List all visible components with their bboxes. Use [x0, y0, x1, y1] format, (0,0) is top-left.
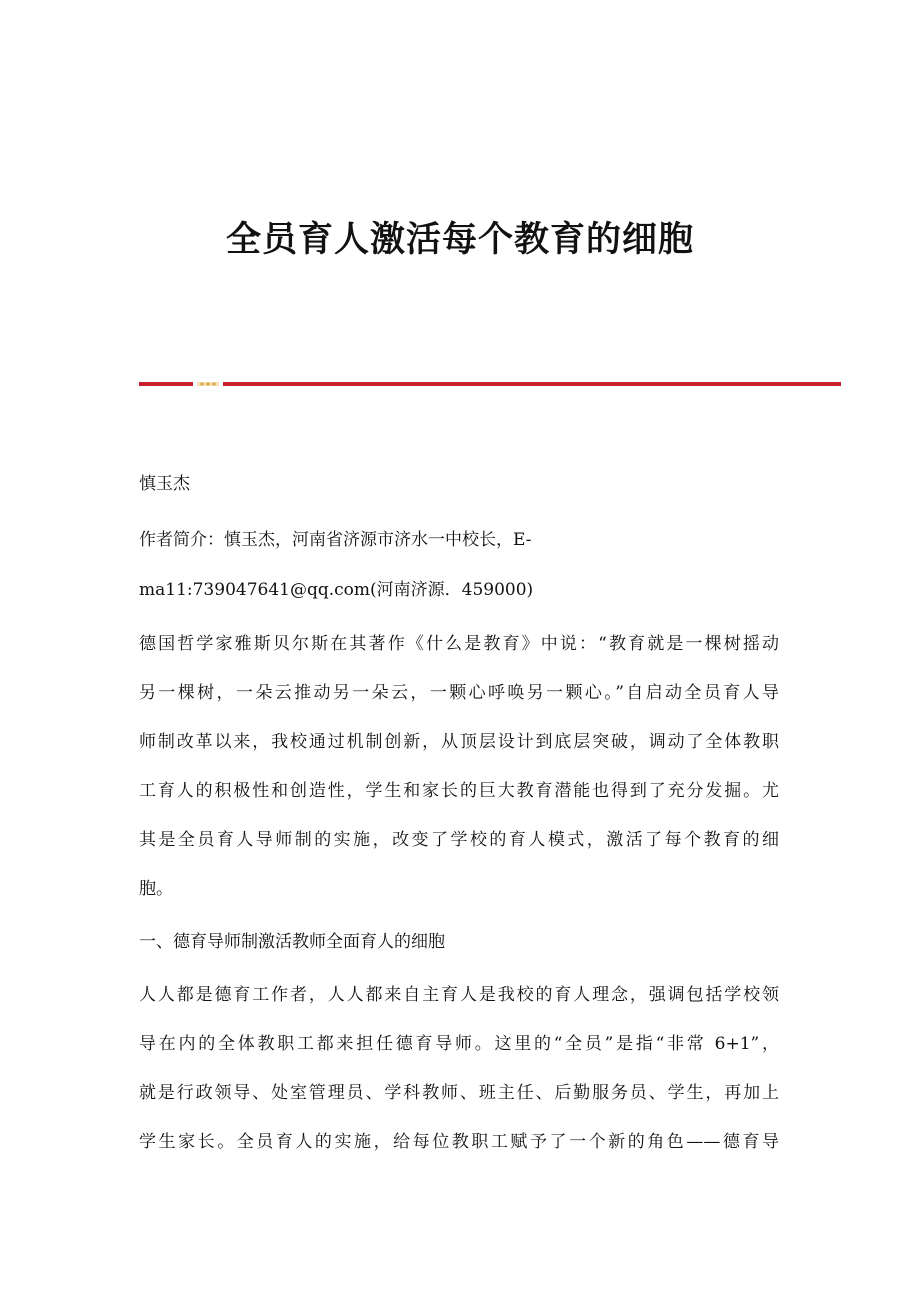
author-intro-line: 作者简介：慎玉杰，河南省济源市济水一中校长，E- — [139, 530, 532, 550]
paragraph-1 — [139, 620, 779, 914]
title-divider — [139, 381, 841, 387]
paragraph-line: 就是行政领导、处室管理员、学科教师、班主任、后勤服务员、学生，再加上 — [139, 1083, 779, 1103]
author-name: 慎玉杰 — [139, 474, 190, 494]
paragraph-2 — [139, 971, 779, 1167]
paragraph-line: 人人都是德育工作者，人人都来自主育人是我校的育人理念，强调包括学校领 — [139, 985, 779, 1005]
divider-bar-right — [223, 382, 841, 386]
paragraph-line: 其是全员育人导师制的实施，改变了学校的育人模式，激活了每个教育的细 — [139, 830, 779, 850]
section-heading: 一、德育导师制激活教师全面育人的细胞 — [139, 932, 445, 952]
divider-ornament-icon — [197, 381, 219, 387]
paragraph-line: 德国哲学家雅斯贝尔斯在其著作《什么是教育》中说：“教育就是一棵树摇动 — [139, 634, 779, 654]
paragraph-line: 师制改革以来，我校通过机制创新，从顶层设计到底层突破，调动了全体教职 — [139, 732, 779, 752]
paragraph-line: 工育人的积极性和创造性，学生和家长的巨大教育潜能也得到了充分发掘。尤 — [139, 781, 779, 801]
paragraph-line: 另一棵树，一朵云推动另一朵云，一颗心呼唤另一颗心。”自启动全员育人导 — [139, 683, 779, 703]
paragraph-line: 导在内的全体教职工都来担任德育导师。这里的“全员”是指“非常 6+1”， — [139, 1034, 779, 1054]
document-title: 全员育人激活每个教育的细胞 — [225, 219, 694, 260]
divider-bar-left — [139, 382, 193, 386]
paragraph-line: 学生家长。全员育人的实施，给每位教职工赋予了一个新的角色——德育导 — [139, 1132, 779, 1152]
author-intro-line: ma11:739047641@qq.com(河南济源．459000) — [139, 580, 534, 600]
paragraph-line: 胞。 — [139, 879, 173, 899]
